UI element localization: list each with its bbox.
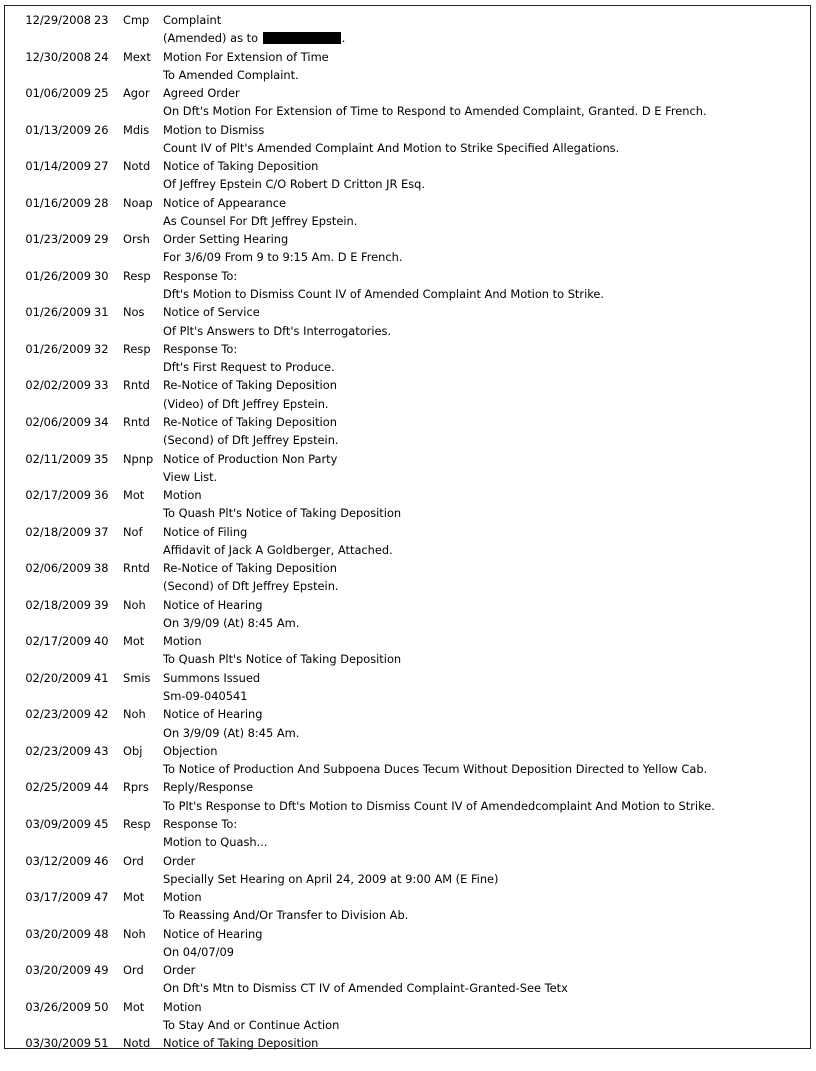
docket-entry	[5, 486, 811, 523]
entry-date: 02/06/2009	[25, 415, 91, 430]
entry-number: 24	[94, 49, 109, 64]
entry-number: 47	[94, 890, 109, 905]
entry-header-line	[5, 84, 811, 102]
entry-date: 01/06/2009	[25, 86, 91, 101]
entry-date: 12/29/2008	[25, 13, 91, 27]
entry-title: Motion to Dismiss	[163, 122, 265, 137]
entry-date: 02/11/2009	[25, 451, 91, 466]
entry-date: 03/12/2009	[25, 853, 91, 868]
entry-header-line	[5, 632, 811, 650]
entry-description: Of Plt's Answers to Dft's Interrogatories.	[163, 323, 392, 338]
entry-header-line	[5, 230, 811, 248]
entry-date: 03/20/2009	[25, 963, 91, 978]
entry-number: 50	[94, 999, 109, 1014]
entry-title: Motion	[163, 999, 202, 1014]
docket-entry	[5, 852, 811, 889]
entry-number: 37	[94, 524, 109, 539]
entry-code: Rprs	[123, 780, 149, 795]
entry-title: Notice of Service	[163, 305, 260, 320]
entry-description: Dft's Motion to Dismiss Count IV of Amended Complaint And Motion to Strike.	[163, 287, 605, 302]
entry-number: 27	[94, 159, 109, 174]
entry-description: Of Jeffrey Epstein C/O Robert D Critton JR Esq.	[163, 177, 426, 192]
entry-description-suffix: .	[341, 31, 346, 46]
entry-date: 02/18/2009	[25, 524, 91, 539]
entry-header-line	[5, 303, 811, 321]
entry-header-line	[5, 413, 811, 431]
entry-title: Objection	[163, 743, 218, 758]
entry-description: On 3/9/09 (At) 8:45 Am.	[163, 615, 300, 630]
entry-title: Notice of Hearing	[163, 926, 263, 941]
entry-description: View List.	[163, 469, 218, 484]
entry-date: 03/17/2009	[25, 890, 91, 905]
entry-code: Smis	[123, 670, 151, 685]
docket-entry	[5, 340, 811, 377]
entry-description: As Counsel For Dft Jeffrey Epstein.	[163, 213, 358, 228]
entry-title: Response To:	[163, 817, 238, 832]
entry-code: Mot	[123, 634, 145, 649]
entry-title: Notice of Filing	[163, 524, 248, 539]
entry-description: (Second) of Dft Jeffrey Epstein.	[163, 579, 339, 594]
entry-title: Re-Notice of Taking Deposition	[163, 561, 337, 576]
entry-title: Notice of Appearance	[163, 195, 287, 210]
entry-date: 02/23/2009	[25, 707, 91, 722]
entry-description: To Stay And or Continue Action	[163, 1017, 340, 1032]
entry-number: 34	[94, 415, 109, 430]
entry-number: 48	[94, 926, 109, 941]
entry-date: 12/30/2008	[25, 49, 91, 64]
entry-date: 01/26/2009	[25, 305, 91, 320]
entry-code: Npnp	[123, 451, 154, 466]
entry-date: 02/02/2009	[25, 378, 91, 393]
entry-header-line	[5, 925, 811, 943]
entry-header-line	[5, 961, 811, 979]
entry-header-line	[5, 486, 811, 504]
entry-code: Mext	[123, 49, 151, 64]
entry-header-line	[5, 669, 811, 687]
entry-number: 45	[94, 817, 109, 832]
entry-code: Ord	[123, 963, 144, 978]
entry-number: 42	[94, 707, 109, 722]
entry-number: 32	[94, 341, 109, 356]
docket-entry	[5, 596, 811, 633]
entry-description: To Plt's Response to Dft's Motion to Dismiss Count IV of Amendedcomplaint And Motion to Strike.	[163, 798, 715, 813]
entry-code: Ord	[123, 853, 144, 868]
entry-number: 31	[94, 305, 109, 320]
entry-description: On 04/07/09	[163, 944, 234, 959]
entry-header-line	[5, 340, 811, 358]
entry-header-line	[5, 523, 811, 541]
docket-frame	[4, 5, 811, 1049]
entry-date: 02/17/2009	[25, 634, 91, 649]
entry-date: 02/06/2009	[25, 561, 91, 576]
entry-title: Notice of Taking Deposition	[163, 159, 319, 174]
docket-entry	[5, 632, 811, 669]
entry-title: Order	[163, 853, 196, 868]
entry-description: (Video) of Dft Jeffrey Epstein.	[163, 396, 329, 411]
entry-description: Specially Set Hearing on April 24, 2009 at 9:00 AM (E Fine)	[163, 871, 499, 886]
entry-date: 01/26/2009	[25, 341, 91, 356]
entry-code: Resp	[123, 817, 151, 832]
entry-number: 35	[94, 451, 109, 466]
docket-entries	[5, 11, 811, 1071]
entry-code: Mdis	[123, 122, 150, 137]
entry-code: Mot	[123, 890, 145, 905]
entry-number: 33	[94, 378, 109, 393]
entry-header-line	[5, 852, 811, 870]
entry-title: Order	[163, 963, 196, 978]
docket-entry	[5, 669, 811, 706]
entry-header-line	[5, 48, 811, 66]
entry-description: Motion to Quash...	[163, 835, 268, 850]
entry-title: Motion For Extension of Time	[163, 49, 329, 64]
entry-title: Order Setting Hearing	[163, 232, 289, 247]
docket-entry	[5, 961, 811, 998]
docket-entry	[5, 523, 811, 560]
entry-date: 03/20/2009	[25, 926, 91, 941]
entry-header-line	[5, 121, 811, 139]
entry-date: 01/14/2009	[25, 159, 91, 174]
docket-entry	[5, 230, 811, 267]
entry-date: 02/17/2009	[25, 488, 91, 503]
entry-header-line	[5, 376, 811, 394]
docket-entry	[5, 11, 811, 48]
entry-code: Nos	[123, 305, 145, 320]
entry-description: Count IV of Plt's Amended Complaint And Motion to Strike Specified Allegations.	[163, 140, 620, 155]
entry-code: Mot	[123, 999, 145, 1014]
entry-description: To Notice of Production And Subpoena Duces Tecum Without Deposition Directed to Yellow Cab.	[163, 762, 708, 777]
entry-number: 49	[94, 963, 109, 978]
entry-code: Agor	[123, 86, 150, 101]
entry-header-line	[5, 742, 811, 760]
entry-code: Rntd	[123, 561, 150, 576]
entry-code: Orsh	[123, 232, 150, 247]
docket-entry	[5, 888, 811, 925]
docket-entry	[5, 84, 811, 121]
entry-code: Noh	[123, 597, 146, 612]
entry-description: Dft's First Request to Produce.	[163, 360, 335, 375]
entry-code: Rntd	[123, 378, 150, 393]
entry-header-line	[5, 705, 811, 723]
entry-description: To Quash Plt's Notice of Taking Deposition	[163, 506, 402, 521]
docket-entry	[5, 778, 811, 815]
entry-number: 44	[94, 780, 109, 795]
entry-description: To Amended Complaint.	[163, 67, 299, 82]
entry-code: Obj	[123, 743, 143, 758]
entry-code: Notd	[123, 159, 151, 174]
entry-description: (Second) of Dft Jeffrey Epstein.	[163, 433, 339, 448]
entry-date: 02/20/2009	[25, 670, 91, 685]
entry-code: Noh	[123, 707, 146, 722]
entry-header-line	[5, 559, 811, 577]
entry-date: 03/26/2009	[25, 999, 91, 1014]
entry-description: On 3/9/09 (At) 8:45 Am.	[163, 725, 300, 740]
entry-date: 01/13/2009	[25, 122, 91, 137]
entry-description: Sm-09-040541	[163, 689, 248, 704]
entry-number: 40	[94, 634, 109, 649]
entry-header-line	[5, 596, 811, 614]
entry-description: To Reassing And/Or Transfer to Division Ab.	[163, 908, 409, 923]
entry-date: 02/23/2009	[25, 743, 91, 758]
entry-code: Resp	[123, 341, 151, 356]
entry-title: Response To:	[163, 268, 238, 283]
entry-number: 30	[94, 268, 109, 283]
entry-number: 26	[94, 122, 109, 137]
entry-number: 46	[94, 853, 109, 868]
entry-date: 01/23/2009	[25, 232, 91, 247]
docket-entry	[5, 303, 811, 340]
entry-title: Motion	[163, 488, 202, 503]
docket-entry	[5, 815, 811, 852]
docket-entry	[5, 450, 811, 487]
entry-header-line	[5, 888, 811, 906]
entry-title: Motion	[163, 634, 202, 649]
entry-title: Motion	[163, 890, 202, 905]
entry-description	[163, 29, 345, 47]
entry-title: Notice of Hearing	[163, 597, 263, 612]
entry-date: 03/09/2009	[25, 817, 91, 832]
docket-entry	[5, 376, 811, 413]
entry-title: Agreed Order	[163, 86, 240, 101]
docket-entry	[5, 1034, 811, 1071]
docket-entry	[5, 48, 811, 85]
entry-description: Affidavit of Jack A Goldberger, Attached.	[163, 542, 393, 557]
docket-entry	[5, 413, 811, 450]
entry-header-line	[5, 998, 811, 1016]
entry-header-line	[5, 450, 811, 468]
entry-number: 28	[94, 195, 109, 210]
entry-header-line	[5, 157, 811, 175]
entry-title: Re-Notice of Taking Deposition	[163, 378, 337, 393]
entry-date: 01/16/2009	[25, 195, 91, 210]
entry-title: Notice of Taking Deposition	[163, 1036, 319, 1051]
entry-number: 29	[94, 232, 109, 247]
docket-entry	[5, 194, 811, 231]
entry-date: 01/26/2009	[25, 268, 91, 283]
entry-header-line	[5, 194, 811, 212]
entry-title: Re-Notice of Taking Deposition	[163, 415, 337, 430]
entry-title: Reply/Response	[163, 780, 254, 795]
entry-title: Response To:	[163, 341, 238, 356]
entry-description: For 3/6/09 From 9 to 9:15 Am. D E French.	[163, 250, 403, 265]
entry-code: Mot	[123, 488, 145, 503]
entry-code: Notd	[123, 1036, 151, 1051]
entry-number: 36	[94, 488, 109, 503]
entry-title: Notice of Production Non Party	[163, 451, 338, 466]
entry-description: On Dft's Mtn to Dismiss CT IV of Amended Complaint-Granted-See Tetx	[163, 981, 568, 996]
entry-header-line	[5, 267, 811, 285]
docket-entry	[5, 157, 811, 194]
entry-number: 23	[94, 13, 109, 27]
docket-entry	[5, 925, 811, 962]
redaction-box	[263, 32, 341, 44]
entry-code: Nof	[123, 524, 143, 539]
entry-header-line	[5, 778, 811, 796]
entry-code: Noh	[123, 926, 146, 941]
entry-number: 51	[94, 1036, 109, 1051]
entry-description: To Quash Plt's Notice of Taking Deposition	[163, 652, 402, 667]
entry-date: 02/25/2009	[25, 780, 91, 795]
entry-code: Cmp	[123, 13, 150, 27]
entry-number: 25	[94, 86, 109, 101]
docket-entry	[5, 267, 811, 304]
entry-number: 43	[94, 743, 109, 758]
entry-description-text: (Amended) as to	[163, 31, 259, 46]
entry-title: Notice of Hearing	[163, 707, 263, 722]
entry-header-line	[5, 815, 811, 833]
entry-title: Complaint	[163, 13, 222, 27]
entry-number: 38	[94, 561, 109, 576]
entry-code: Noap	[123, 195, 153, 210]
entry-code: Resp	[123, 268, 151, 283]
entry-code: Rntd	[123, 415, 150, 430]
entry-header-line	[5, 1034, 811, 1052]
entry-date: 03/30/2009	[25, 1036, 91, 1051]
entry-title: Summons Issued	[163, 670, 261, 685]
docket-entry	[5, 559, 811, 596]
entry-header-line	[5, 11, 811, 29]
entry-number: 41	[94, 670, 109, 685]
entry-date: 02/18/2009	[25, 597, 91, 612]
entry-number: 39	[94, 597, 109, 612]
entry-description: On Dft's Motion For Extension of Time to Respond to Amended Complaint, Granted. D E French.	[163, 104, 707, 119]
docket-entry	[5, 998, 811, 1035]
docket-entry	[5, 742, 811, 779]
docket-entry	[5, 121, 811, 158]
docket-entry	[5, 705, 811, 742]
